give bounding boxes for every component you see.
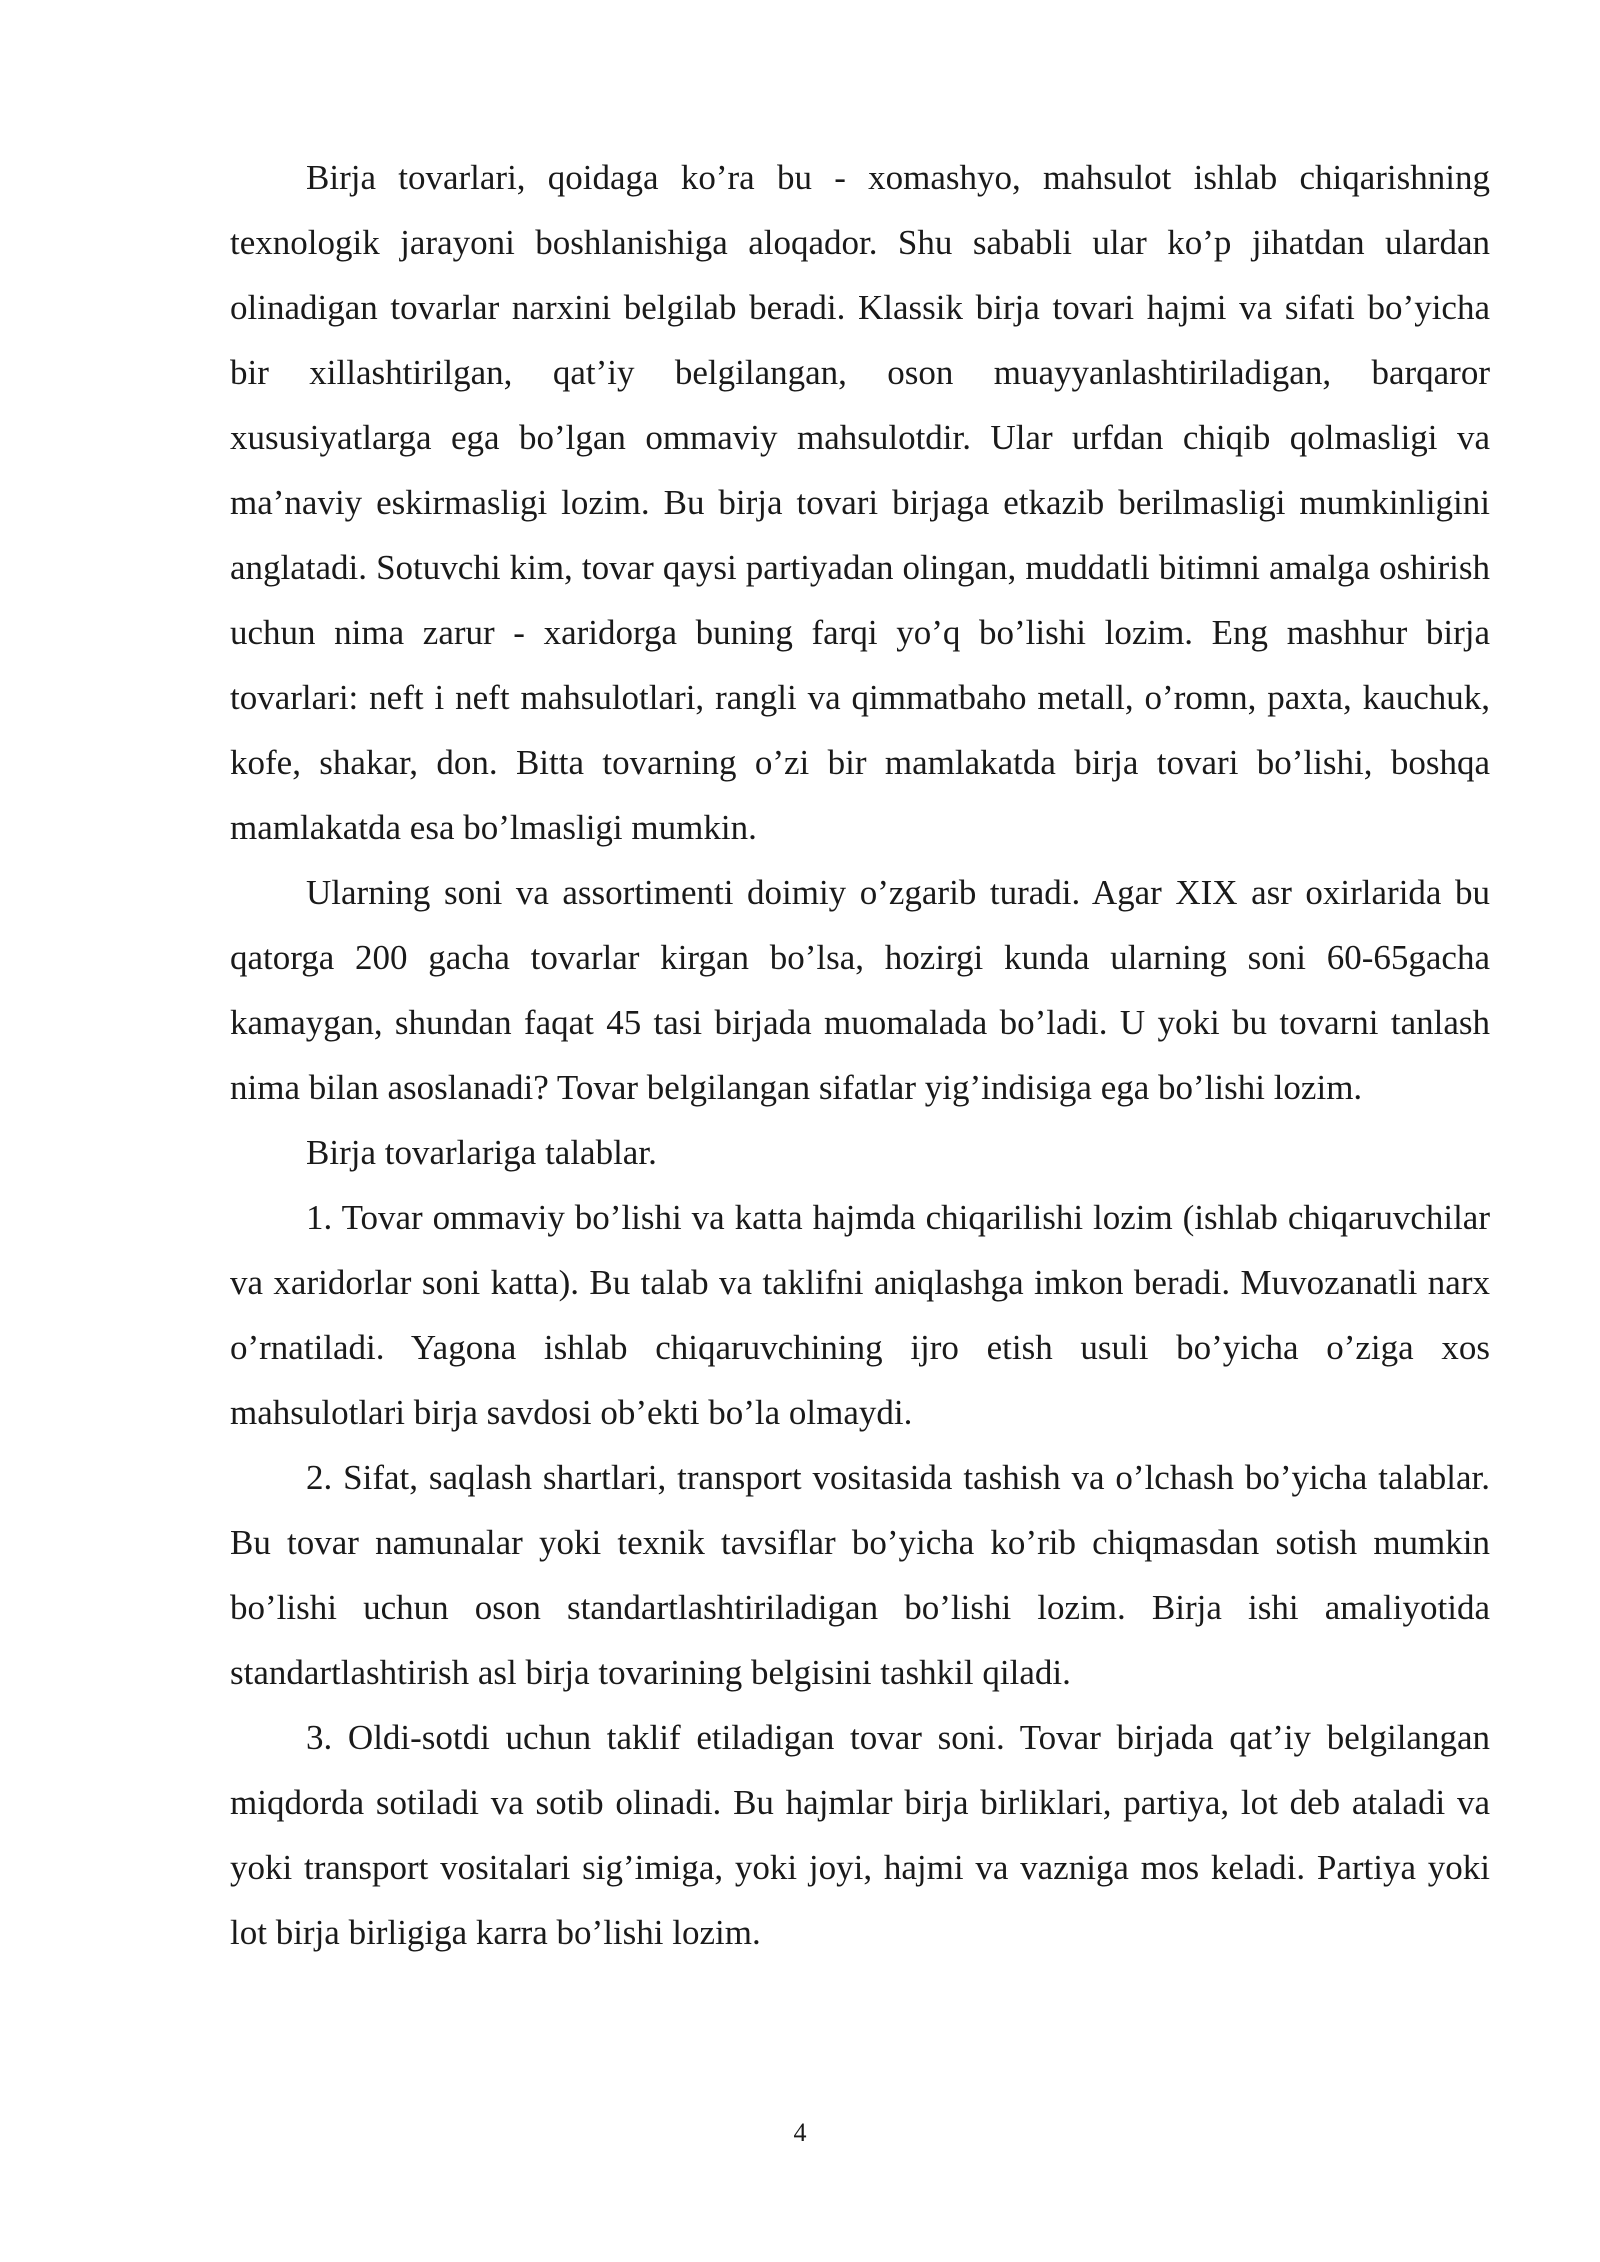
- paragraph-birja-tovarlari: Birja tovarlari, qoidaga ko’ra bu - xomashyo, mahsulot ishlab chiqarishning texnologik jarayoni boshlanishiga aloqador. Shu sababli ular ko’p jihatdan ulardan olinadigan tovarlar narxini belgilab beradi. Klassik birja tovari hajmi va sifati bo’yicha bir xillashtirilgan, qat’iy belgilangan, oson muayyanlashtiriladigan, barqaror xususiyatlarga ega bo’lgan ommaviy mahsulotdir. Ular urfdan chiqib qolmasligi va ma’naviy eskirmasligi lozim. Bu birja tovari birjaga etkazib berilmasligi mumkinligini anglatadi. Sotuvchi kim, tovar qaysi partiyadan olingan, muddatli bitimni amalga oshirish uchun nima zarur - xaridorga buning farqi yo’q bo’lishi lozim. Eng mashhur birja tovarlari: neft i neft mahsulotlari, rangli va qimmatbaho metall, o’romn, paxta, kauchuk, kofe, shakar, don. Bitta tovarning o’zi bir mamlakatda birja tovari bo’lishi, boshqa mamlakatda esa bo’lmasligi mumkin.: [230, 158, 1490, 847]
- paragraph-requirement-2: 2. Sifat, saqlash shartlari, transport vositasida tashish va o’lchash bo’yicha talablar. Bu tovar namunalar yoki texnik tavsiflar bo’yicha ko’rib chiqmasdan sotish mumkin bo’lishi uchun oson standartlashtiriladigan bo’lishi lozim. Birja ishi amaliyotida standartlashtirish asl birja tovarining belgisini tashkil qiladi.: [230, 1458, 1490, 1692]
- page-number: 4: [793, 2118, 807, 2147]
- paragraph-requirement-1: 1. Tovar ommaviy bo’lishi va katta hajmda chiqarilishi lozim (ishlab chiqaruvchilar va xaridorlar soni katta). Bu talab va taklifni aniqlashga imkon beradi. Muvozanatli narx o’rnatiladi. Yagona ishlab chiqaruvchining ijro etish usuli bo’yicha o’ziga xos mahsulotlari birja savdosi ob’ekti bo’la olmaydi.: [230, 1198, 1490, 1432]
- paragraph-ularning-soni: Ularning soni va assortimenti doimiy o’zgarib turadi. Agar XIX asr oxirlarida bu qatorga 200 gacha tovarlar kirgan bo’lsa, hozirgi kunda ularning soni 60-65gacha kamaygan, shundan faqat 45 tasi birjada muomalada bo’ladi. U yoki bu tovarni tanlash nima bilan asoslanadi? Tovar belgilangan sifatlar yig’indisiga ega bo’lishi lozim.: [230, 873, 1490, 1107]
- paragraph-talablar-heading: Birja tovarlariga talablar.: [306, 1133, 657, 1172]
- document-body: [230, 145, 1490, 1965]
- paragraph-requirement-3: 3. Oldi-sotdi uchun taklif etiladigan tovar soni. Tovar birjada qat’iy belgilangan miqdorda sotiladi va sotib olinadi. Bu hajmlar birja birliklari, partiya, lot deb ataladi va yoki transport vositalari sig’imiga, yoki joyi, hajmi va vazniga mos keladi. Partiya yoki lot birja birligiga karra bo’lishi lozim.: [230, 1718, 1490, 1952]
